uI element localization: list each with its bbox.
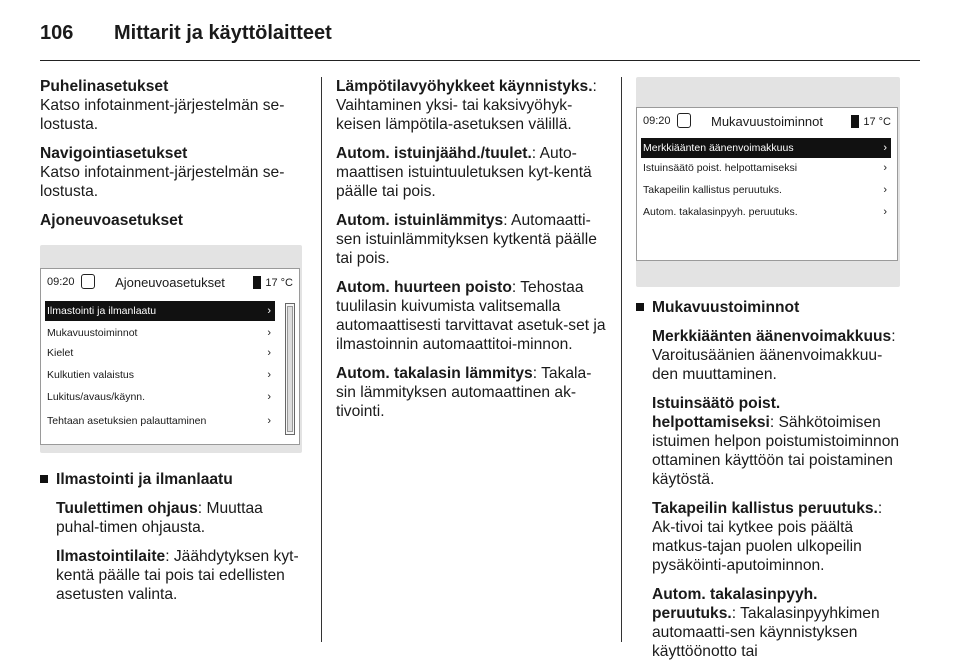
phone-settings-text: Katso infotainment-järjestelmän se-lostusta. (40, 97, 285, 133)
chevron-right-icon: › (883, 162, 887, 174)
menu-item-seat-easy-exit[interactable]: Istuinsäätö poist. helpottamiseksi › (641, 158, 891, 178)
vehicle-settings-heading: Ajoneuvoasetukset (40, 212, 183, 229)
phone-settings-heading: Puhelinasetukset (40, 78, 169, 95)
scrollbar-thumb[interactable] (287, 306, 293, 432)
chevron-right-icon: › (267, 369, 271, 381)
comfort-bullet-heading: Mukavuustoiminnot (636, 298, 904, 317)
chevron-right-icon: › (267, 327, 271, 339)
menu-item-locking[interactable]: Lukitus/avaus/käynn. › (45, 387, 275, 407)
chevron-right-icon: › (883, 206, 887, 218)
fan-control-paragraph: Tuulettimen ohjaus: Muuttaa puhal-timen ohjausta. (56, 500, 263, 536)
defog-paragraph: Autom. huurteen poisto: Tehostaa tuulilasin kuivumista valitsemalla automaattisesti tarvittavat asetuk-set ja ilmastoinnin automaattitoi-minnon. (336, 279, 606, 353)
seat-ventilation-paragraph: Autom. istuinjäähd./tuulet.: Auto-maattisen istuintuuletuksen kyt-kentä päälle tai pois. (336, 145, 592, 200)
menu-item-climate[interactable]: Ilmastointi ja ilmanlaatu › (45, 301, 275, 321)
clock: 09:20 (47, 276, 75, 288)
menu-item-rear-wiper[interactable]: Autom. takalasinpyyh. peruutuks. › (641, 202, 891, 222)
menu-item-lighting[interactable]: Kulkutien valaistus › (45, 365, 275, 385)
chevron-right-icon: › (883, 184, 887, 196)
chevron-right-icon: › (267, 305, 271, 317)
climate-bullet-heading: Ilmastointi ja ilmanlaatu (40, 470, 308, 489)
rear-wiper-paragraph: Autom. takalasinpyyh. peruutuks.: Takalasinpyyhkimen automaatti-sen käynnistyksen käyttöönotto tai (652, 586, 880, 660)
chime-volume-paragraph: Merkkiäänten äänenvoimakkuus: Varoitusäänien äänenvoimakkuu-den muuttaminen. (652, 328, 896, 383)
screen-status-bar (41, 269, 299, 295)
mirror-tilt-paragraph: Takapeilin kallistus peruutuks.: Ak-tivoi tai kytkee pois päältä matkus-tajan puolen ulkopeilin pysäköinti-aputoiminnon. (652, 500, 883, 574)
seat-heating-paragraph: Autom. istuinlämmitys: Automaatti-sen istuinlämmityksen kytkentä päälle tai pois. (336, 212, 597, 267)
temperature: 17 °C (851, 115, 891, 128)
screen-title: Mukavuustoiminnot (711, 114, 823, 129)
air-conditioning-paragraph: Ilmastointilaite: Jäähdytyksen kyt-kentä päälle tai pois tai edellisten asetusten valinta. (56, 548, 299, 603)
temperature: 17 °C (253, 276, 293, 289)
column-divider (321, 77, 322, 642)
menu-item-factory-reset[interactable]: Tehtaan asetuksien palauttaminen › (45, 411, 275, 431)
screen-status-bar (637, 108, 897, 134)
menu-item-chime-volume[interactable]: Merkkiäänten äänenvoimakkuus › (641, 138, 891, 158)
vehicle-settings-screen (40, 245, 302, 453)
chevron-right-icon: › (883, 142, 887, 154)
column-2 (336, 77, 606, 431)
column-1-lower (40, 470, 308, 614)
thermometer-icon (253, 276, 261, 289)
comfort-settings-screen (636, 77, 900, 287)
chevron-right-icon: › (267, 415, 271, 427)
page-number: 106 (40, 22, 74, 44)
column-3 (636, 298, 904, 671)
clock: 09:20 (643, 115, 671, 127)
seat-easy-exit-paragraph: Istuinsäätö poist. helpottamiseksi: Sähkötoimisen istuimen helpon poistumistoiminnon ottaminen käyttöön tai poistaminen käytöstä. (652, 395, 900, 488)
navigation-settings-heading: Navigointiasetukset (40, 145, 188, 162)
header-rule (40, 60, 920, 61)
scrollbar[interactable] (285, 303, 295, 435)
rear-window-heating-paragraph: Autom. takalasin lämmitys: Takala-sin lämmityksen automaattinen ak-tivointi. (336, 365, 592, 420)
page-header (40, 22, 332, 45)
menu-item-comfort[interactable]: Mukavuustoiminnot › (45, 323, 275, 343)
chevron-right-icon: › (267, 391, 271, 403)
thermometer-icon (851, 115, 859, 128)
menu-item-mirror-tilt[interactable]: Takapeilin kallistus peruutuks. › (641, 180, 891, 200)
climate-zones-paragraph: Lämpötilavyöhykkeet käynnistyks.: Vaihtaminen yksi- tai kaksivyöhyk-keisen lämpötila-asetuksen välillä. (336, 78, 597, 133)
screen-title: Ajoneuvoasetukset (115, 275, 225, 290)
page-title: Mittarit ja käyttölaitteet (114, 22, 332, 44)
chevron-right-icon: › (267, 347, 271, 359)
column-1 (40, 77, 308, 230)
menu-item-languages[interactable]: Kielet › (45, 343, 275, 363)
column-divider (621, 77, 622, 642)
navigation-settings-text: Katso infotainment-järjestelmän se-lostusta. (40, 164, 285, 200)
